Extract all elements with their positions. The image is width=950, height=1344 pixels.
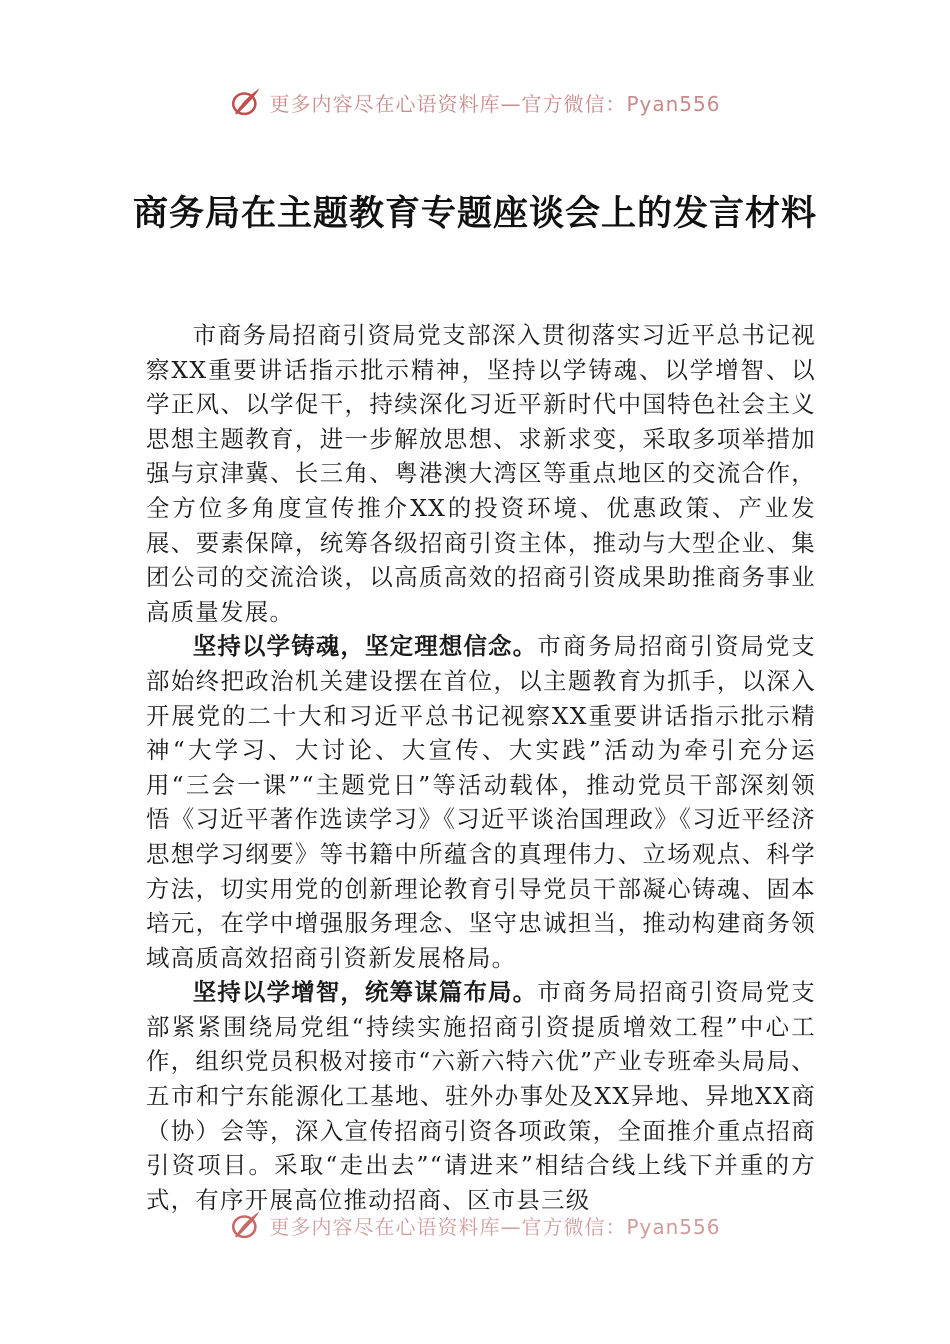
paragraph-text: 市商务局招商引资局党支部始终把政治机关建设摆在首位，以主题教育为抓手，以深入开展党的二十大和习近平总书记视察XX重要讲话指示批示精神“大学习、大讨论、大宣传、大实践”活动为牵引充分运用“三会一课”“主题党日”等活动载体，推动党员干部深刻领悟《习近平著作选读学习》《习近平谈治国理政》《习近平经济思想学习纲要》等书籍中所蕴含的真理伟力、立场观点、科学方法，切实用党的创新理论教育引导党员干部凝心铸魂、固本培元，在学中增强服务理念、坚守忠诚担当，推动构建商务领域高质高效招商引资新发展格局。 [146, 632, 816, 972]
quill-logo-icon [229, 1208, 263, 1242]
document-body [146, 318, 816, 1217]
paragraph [146, 975, 816, 1217]
paragraph-text: 市商务局招商引资局党支部紧紧围绕局党组“持续实施招商引资提质增效工程”中心工作，组织党员积极对接市“六新六特六优”产业专班牵头局局、五市和宁东能源化工基地、驻外办事处及XX异地、异地XX商（协）会等，深入宣传招商引资各项政策，全面推介重点招商引资项目。采取“走出去”“请进来”相结合线上线下并重的方式，有序开展高位推动招商、区市县三级 [146, 978, 816, 1214]
watermark-bottom [0, 1205, 950, 1245]
watermark-text: 更多内容尽在心语资料库—官方微信：Pyan556 [269, 91, 721, 116]
paragraph [146, 318, 816, 629]
quill-logo-icon [229, 85, 263, 119]
document-title: 商务局在主题教育专题座谈会上的发言材料 [132, 193, 817, 234]
paragraph-lead: 坚持以学铸魂，坚定理想信念。 [192, 632, 538, 661]
watermark-top [0, 82, 950, 122]
paragraph-text: 市商务局招商引资局党支部深入贯彻落实习近平总书记视察XX重要讲话指示批示精神，坚持以学铸魂、以学增智、以学正风、以学促干，持续深化习近平新时代中国特色社会主义思想主题教育，进一步解放思想、求新求变，采取多项举措加强与京津冀、长三角、粤港澳大湾区等重点地区的交流合作，全方位多角度宣传推介XX的投资环境、优惠政策、产业发展、要素保障，统筹各级招商引资主体，推动与大型企业、集团公司的交流洽谈，以高质高效的招商引资成果助推商务事业高质量发展。 [146, 321, 816, 626]
paragraph [146, 629, 816, 975]
paragraph-lead: 坚持以学增智，统筹谋篇布局。 [192, 978, 538, 1007]
watermark-text: 更多内容尽在心语资料库—官方微信：Pyan556 [269, 1214, 721, 1239]
